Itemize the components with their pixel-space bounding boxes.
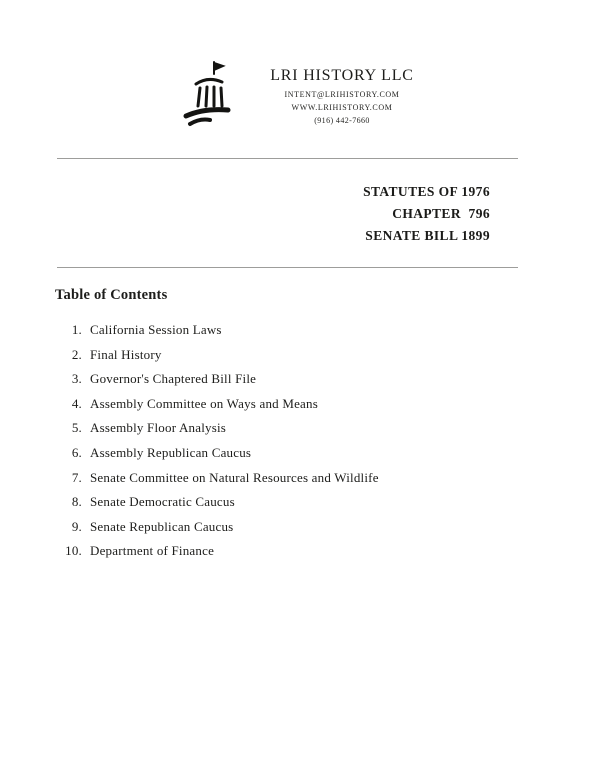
letterhead-text xyxy=(270,68,414,125)
letterhead xyxy=(0,0,600,134)
company-phone: (916) 442-7660 xyxy=(314,115,370,125)
toc-item-label: Department of Finance xyxy=(90,543,215,559)
toc-item-label: Senate Democratic Caucus xyxy=(90,494,235,510)
toc-item-number: 1. xyxy=(71,322,82,337)
toc-item-number: 3. xyxy=(71,371,82,387)
company-website: WWW.LRIHISTORY.COM xyxy=(291,102,393,112)
toc-item xyxy=(0,466,600,491)
lri-history-logo-icon xyxy=(176,58,240,134)
toc-item xyxy=(0,490,600,515)
company-name: LRI HISTORY LLC xyxy=(270,66,414,84)
toc-item-label: California Session Laws xyxy=(90,322,222,337)
toc-item-number: 6. xyxy=(71,444,82,460)
toc-title: Table of Contents xyxy=(55,287,168,303)
toc-item xyxy=(0,515,600,540)
toc-item-label: Assembly Committee on Ways and Means xyxy=(90,395,318,411)
toc-item-number: 2. xyxy=(71,346,82,362)
toc-item-label: Governor's Chaptered Bill File xyxy=(90,371,257,387)
toc-item-label: Final History xyxy=(90,346,162,362)
toc-item xyxy=(0,343,600,368)
toc-item xyxy=(0,441,600,466)
divider-bottom xyxy=(57,267,518,268)
toc-list xyxy=(0,318,600,564)
senate-bill-line: SENATE BILL 1899 xyxy=(365,228,490,243)
toc-item xyxy=(0,367,600,392)
statutes-line: STATUTES OF 1976 xyxy=(363,184,490,199)
toc-item-label: Assembly Republican Caucus xyxy=(90,444,252,460)
toc-item-number: 5. xyxy=(71,420,82,436)
toc-item xyxy=(0,392,600,417)
toc-item-number: 7. xyxy=(71,469,82,485)
chapter-line: CHAPTER 796 xyxy=(392,206,490,221)
toc-item-label: Assembly Floor Analysis xyxy=(90,420,227,436)
toc-item-number: 9. xyxy=(71,518,82,534)
toc-item xyxy=(0,318,600,343)
toc-item xyxy=(0,539,600,564)
company-email: INTENT@LRIHISTORY.COM xyxy=(284,89,400,99)
toc-item-number: 8. xyxy=(71,494,82,510)
toc-item xyxy=(0,416,600,441)
statute-reference xyxy=(0,181,490,247)
toc-item-number: 10. xyxy=(65,543,82,559)
divider-top xyxy=(57,158,518,159)
toc-item-number: 4. xyxy=(71,395,82,411)
toc-item-label: Senate Committee on Natural Resources and Wildlife xyxy=(90,469,379,485)
toc-item-label: Senate Republican Caucus xyxy=(90,518,234,534)
